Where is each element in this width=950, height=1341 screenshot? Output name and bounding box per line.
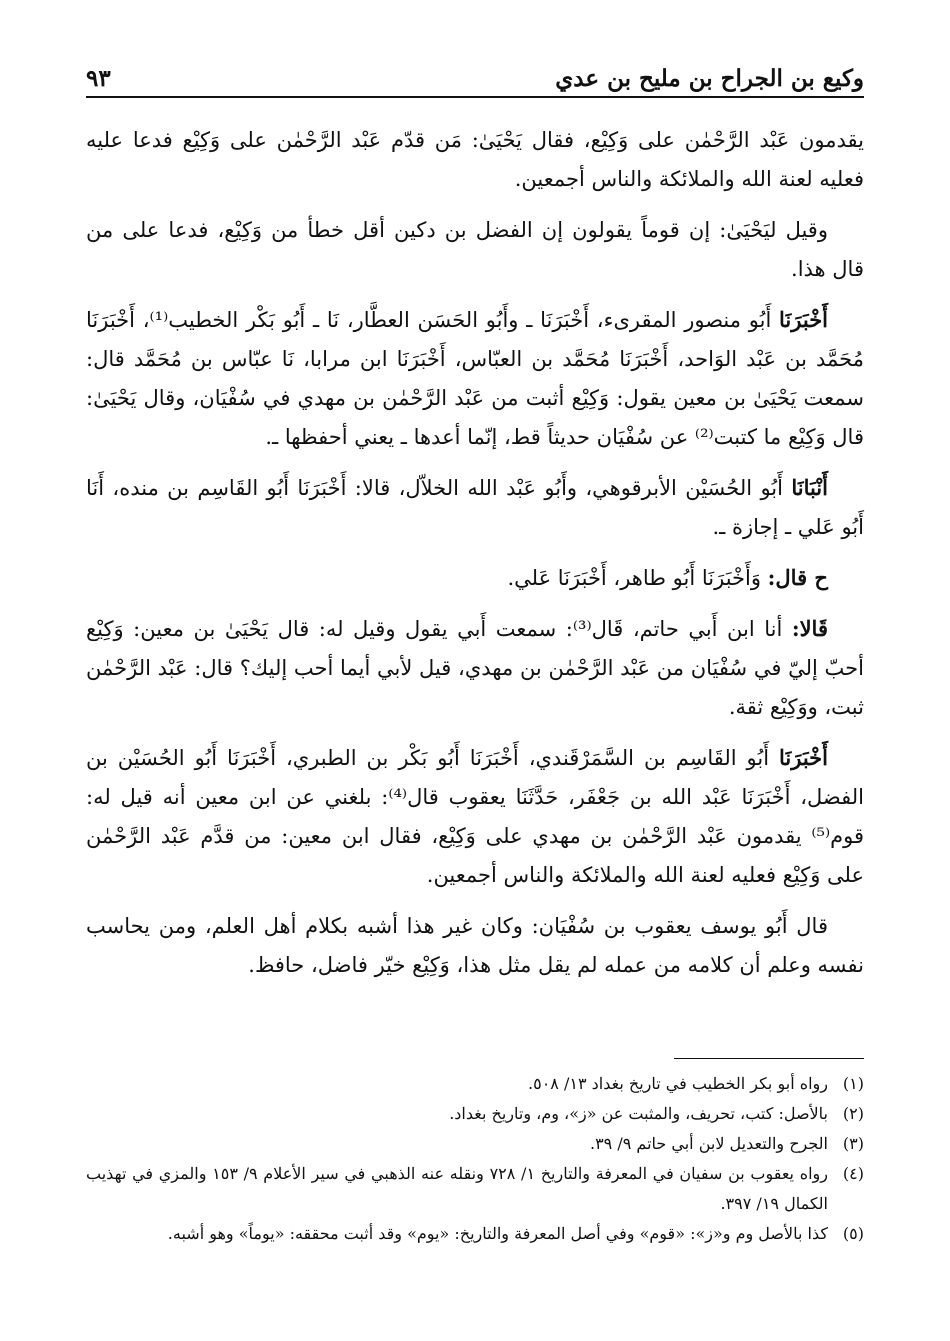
paragraph-text: قال أَبُو يوسف يعقوب بن سُفْيَان: وكان غير هذا أشبه بكلام أهل العلم، ومن يحاسب نفسه وعلم أن كلامه من عمله لم يقل مثل هذا، وَكِيْع خيّر فاضل، حافظ. bbox=[86, 914, 864, 977]
paragraph-text: أَبُو القَاسِم بن السَّمَرْقَندي، أَخْبَرَنَا أَبُو بَكْر بن الطبري، أَخْبَرَنَا أَبُو الحُسَيْن بن الفضل، أَخْبَرَنَا عَبْد الله بن جَعْفَر، حَدَّثَنَا يعقوب قال⁽⁴⁾: بلغني عن ابن معين أنه قيل له: قوم⁽⁵⁾ يقدمون عَبْد الرَّحْمٰن بن مهدي على وَكِيْع، فقال ابن معين: من قدَّم عَبْد الرَّحْمٰن على وَكِيْع فعليه لعنة الله والملائكة والناس أجمعين. bbox=[86, 746, 865, 887]
running-title: وكيع بن الجراح بن مليح بن عدي bbox=[555, 65, 864, 92]
footnote-number: (٥) bbox=[842, 1224, 864, 1243]
paragraph-lead: أَخْبَرَنَا bbox=[779, 307, 829, 332]
page-header bbox=[86, 58, 864, 98]
paragraph-text: أَبُو الحُسَيْن الأبرقوهي، وأَبُو عَبْد الله الخلاّل، قالا: أَخْبَرَنَا أَبُو القَاسِم بن منده، أَنَا أَبُو عَلي ـ إجازة ـ. bbox=[86, 476, 864, 539]
paragraph-text: أَبُو منصور المقرىء، أَخْبَرَنَا ـ وأَبُو الحَسَن العطَّار، نَا ـ أَبُو بَكْر الخطيب⁽¹⁾، أَخْبَرَنَا مُحَمَّد بن عَبْد الوَاحد، أَخْبَرَنَا مُحَمَّد بن العبّاس، أَخْبَرَنَا ابن مرابا، نَا عبّاس بن مُحَمَّد قال: سمعت يَحْيَىٰ بن معين يقول: وَكِيْع أثبت من عَبْد الرَّحْمٰن بن مهدي في سُفْيَان، وقال يَحْيَىٰ: قال وَكِيْع ما كتبت⁽²⁾ عن سُفْيَان حديثاً قط، إنّما أعدها ـ يعني أحفظها ـ. bbox=[86, 308, 864, 449]
paragraph-lead: أَخْبَرَنَا bbox=[779, 745, 828, 770]
paragraph bbox=[86, 210, 864, 289]
footnote-text: الجرح والتعديل لابن أبي حاتم ٩/ ٣٩. bbox=[589, 1134, 828, 1153]
footnote-number: (٢) bbox=[842, 1104, 864, 1123]
paragraph-text: وقيل ليَحْيَىٰ: إن قوماً يقولون إن الفضل بن دكين أقل خطأ من وَكِيْع، فدعا على من قال هذا. bbox=[86, 218, 864, 281]
paragraph bbox=[86, 300, 864, 457]
paragraph-lead: ح قال: bbox=[767, 565, 828, 590]
page-number: ٩٣ bbox=[86, 65, 111, 92]
footnote-text: كذا بالأصل وم و«ز»: «قوم» وفي أصل المعرفة والتاريخ: «يوم» وقد أثبت محققه: «يوماً» وهو أشبه. bbox=[167, 1224, 828, 1243]
footnotes bbox=[86, 1058, 864, 1249]
paragraph-text: وَأَخْبَرَنَا أَبُو طاهر، أَخْبَرَنَا عَلي. bbox=[507, 566, 768, 590]
footnote bbox=[86, 1159, 864, 1219]
footnote-text: رواه أبو بكر الخطيب في تاريخ بغداد ١٣/ ٥٠٨. bbox=[528, 1074, 828, 1093]
footnote-text: رواه يعقوب بن سفيان في المعرفة والتاريخ ١/ ٧٢٨ ونقله عنه الذهبي في سير الأعلام ٩/ ١٥٣ والمزي في تهذيب الكمال ١٩/ ٣٩٧. bbox=[86, 1164, 828, 1213]
footnote bbox=[86, 1129, 864, 1159]
paragraph bbox=[86, 906, 864, 985]
footnote bbox=[86, 1099, 864, 1129]
footnote-divider bbox=[674, 1058, 864, 1059]
footnote bbox=[86, 1219, 864, 1249]
paragraph bbox=[86, 120, 864, 199]
footnote-text: بالأصل: كتب، تحريف، والمثبت عن «ز»، وم، وتاريخ بغداد. bbox=[449, 1104, 828, 1123]
paragraph bbox=[86, 738, 864, 895]
footnote-number: (٤) bbox=[842, 1164, 864, 1183]
paragraph-text: يقدمون عَبْد الرَّحْمٰن على وَكِيْع، فقال يَحْيَىٰ: مَن قدّم عَبْد الرَّحْمٰن على وَكِيْع فدعا عليه فعليه لعنة الله والملائكة والناس أجمعين. bbox=[86, 128, 864, 191]
paragraph bbox=[86, 468, 864, 547]
paragraph-lead: أَنْبَانَا bbox=[791, 475, 828, 500]
footnote-number: (١) bbox=[842, 1074, 864, 1093]
footnote-number: (٣) bbox=[842, 1134, 864, 1153]
paragraph bbox=[86, 558, 864, 598]
paragraph bbox=[86, 609, 864, 727]
page-body bbox=[86, 120, 864, 985]
footnote bbox=[86, 1069, 864, 1099]
paragraph-text: أنا ابن أَبي حاتم، قَال⁽³⁾: سمعت أَبي يقول وقيل له: قال يَحْيَىٰ بن معين: وَكِيْع أحبّ إليّ في سُفْيَان من عَبْد الرَّحْمٰن بن مهدي، قيل لأبي أيما أحب إليك؟ قال: عَبْد الرَّحْمٰن ثبت، ووَكِيْع ثقة. bbox=[86, 617, 864, 719]
paragraph-lead: قَالا: bbox=[791, 616, 828, 641]
